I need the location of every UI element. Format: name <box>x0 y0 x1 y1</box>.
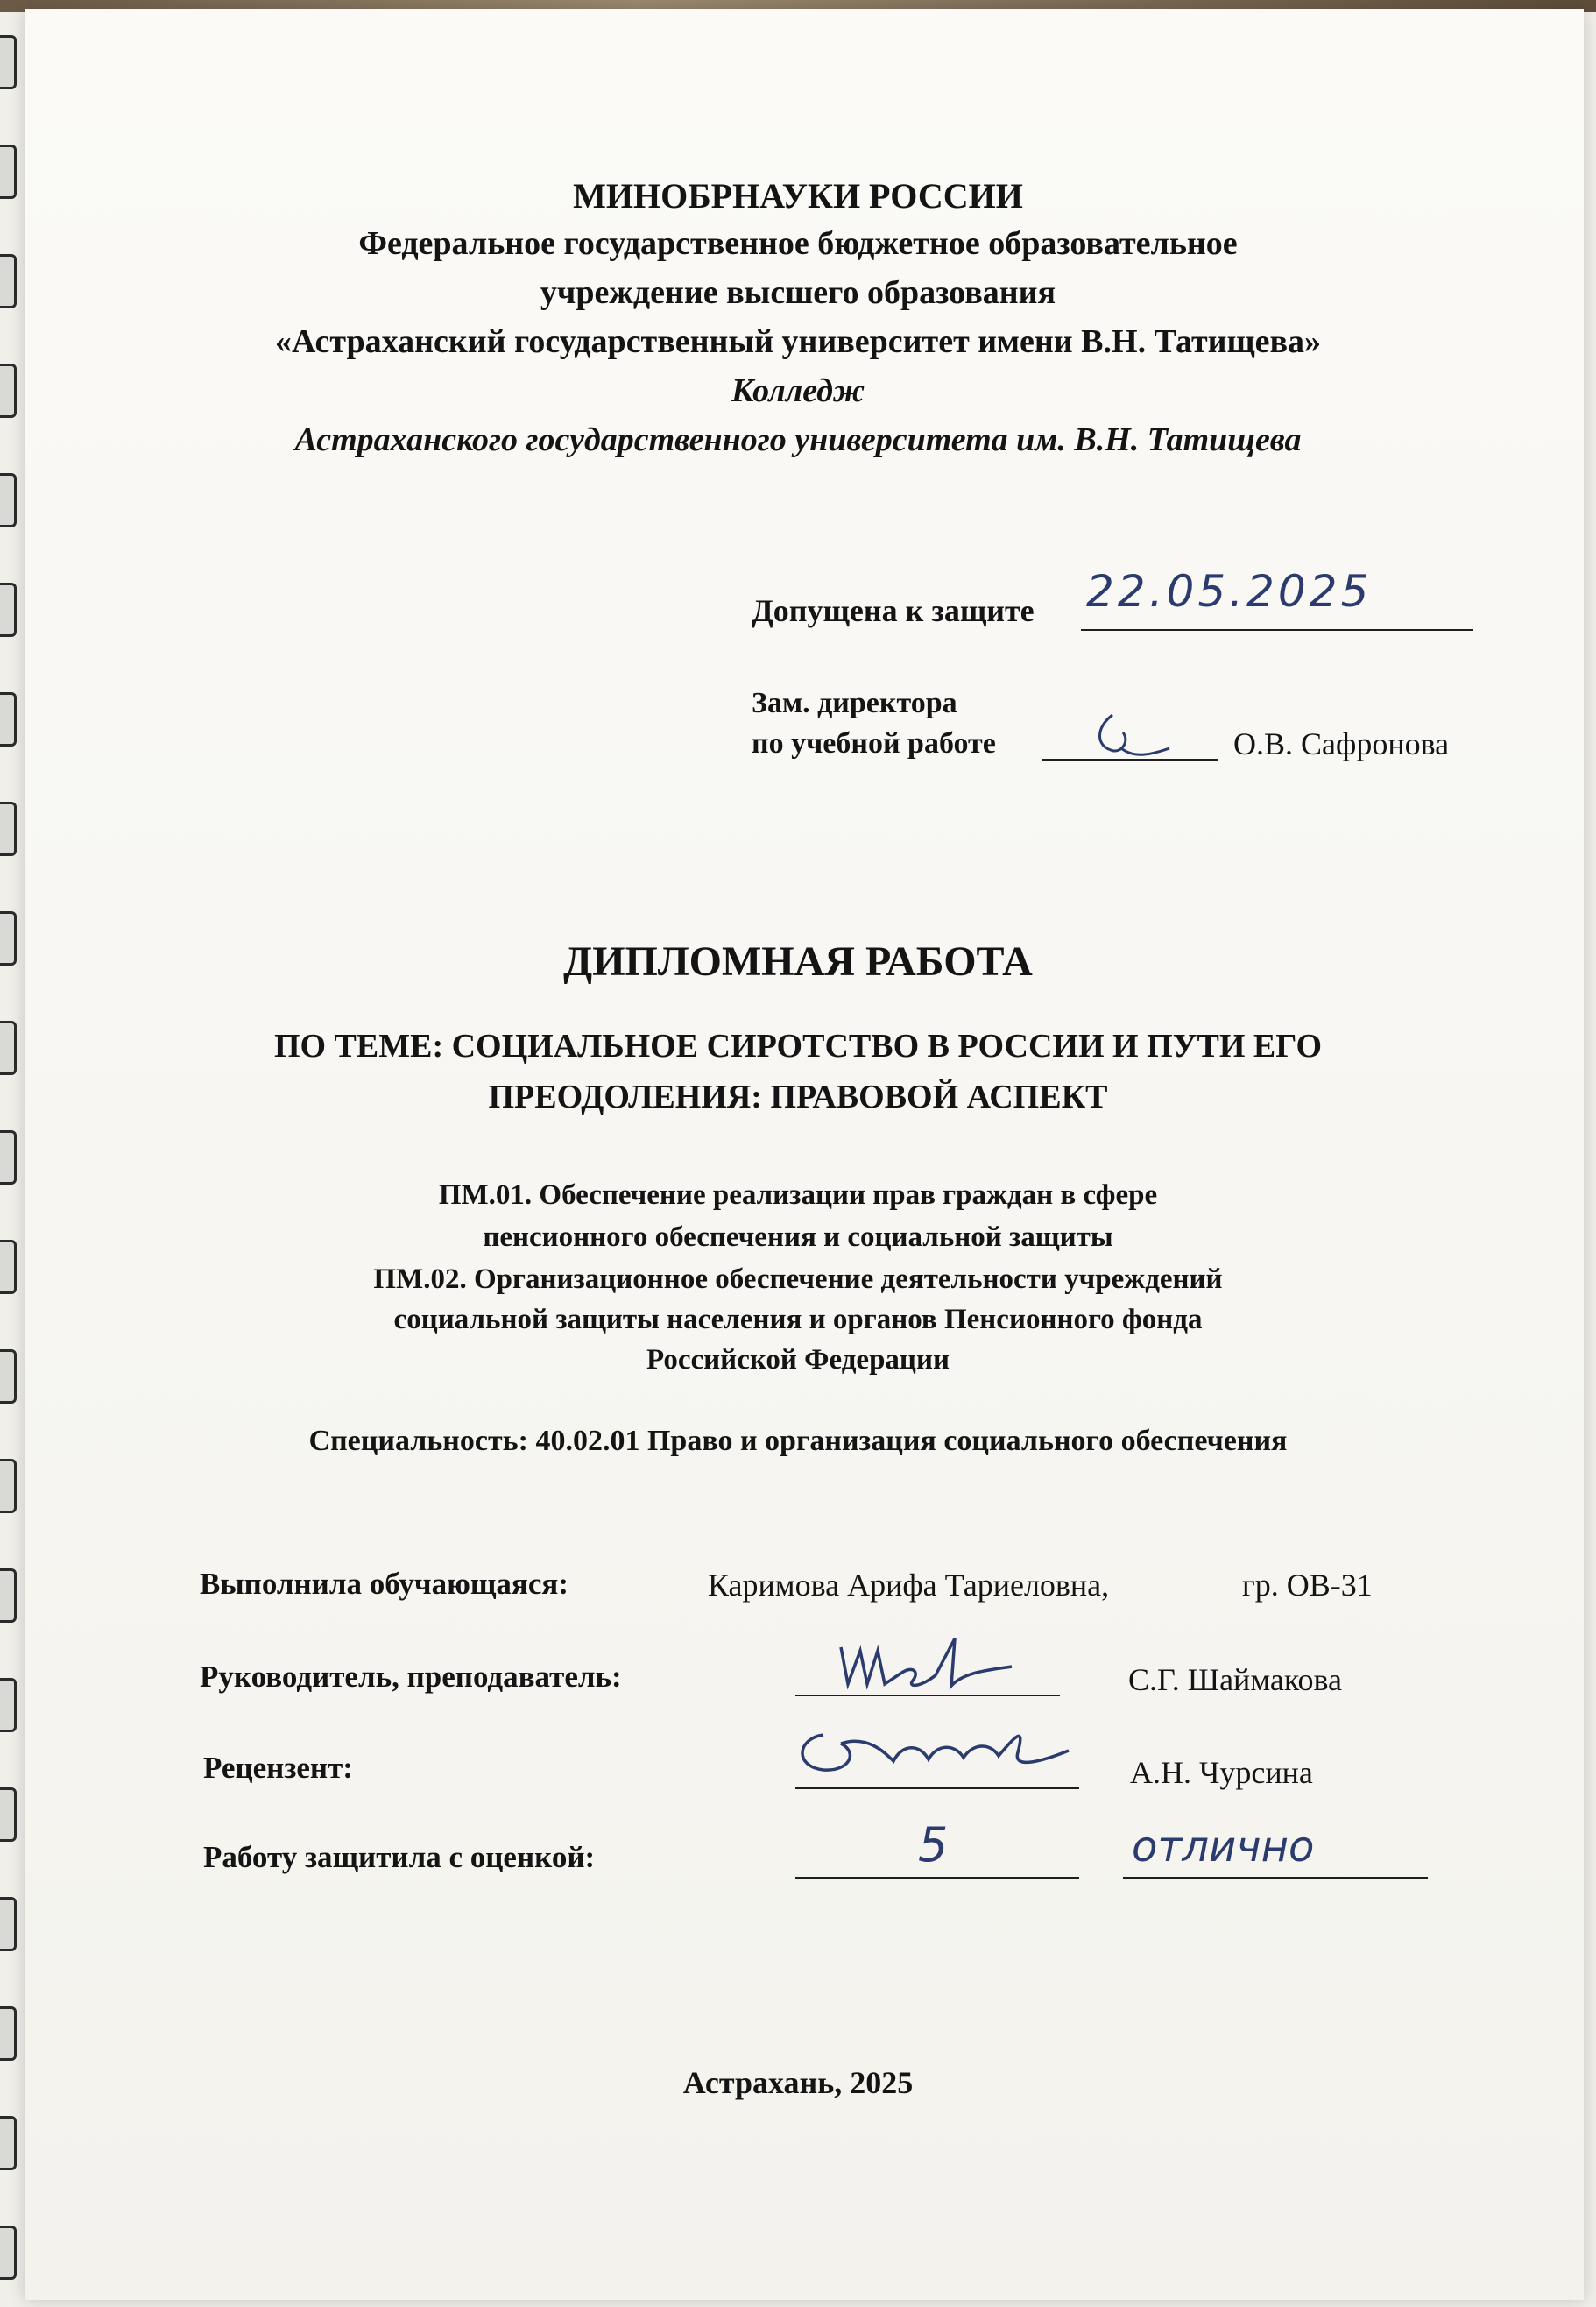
module-pm02-line-2: социальной защиты населения и органов Пенсионного фонда <box>393 1304 1203 1335</box>
binding-ring <box>0 473 17 527</box>
supervisor-signature <box>832 1630 1042 1700</box>
institution-line-2: учреждение высшего образования <box>540 274 1056 311</box>
supervisor-name: С.Г. Шаймакова <box>1128 1662 1343 1697</box>
institution-line-1: Федеральное государственное бюджетное образовательное <box>358 225 1238 262</box>
binding-ring <box>0 1568 17 1623</box>
student-label: Выполнила обучающаяся: <box>200 1567 568 1601</box>
ministry-heading: МИНОБРНАУКИ РОССИИ <box>573 176 1023 216</box>
college-label: Колледж <box>731 372 865 409</box>
binding-ring <box>0 35 17 89</box>
module-pm02-line-3: Российской Федерации <box>646 1344 950 1376</box>
binding-ring <box>0 2116 17 2170</box>
reviewer-label: Рецензент: <box>203 1751 353 1785</box>
binding-ring <box>0 583 17 637</box>
grade-value-handwritten: 5 <box>918 1817 949 1872</box>
supervisor-label: Руководитель, преподаватель: <box>200 1659 622 1694</box>
admitted-date-line <box>1081 629 1473 631</box>
binding-ring <box>0 1787 17 1842</box>
city-year: Астрахань, 2025 <box>682 2065 914 2100</box>
binding-ring <box>0 692 17 747</box>
binding-ring <box>0 1897 17 1951</box>
module-pm02-line-1: ПМ.02. Организационное обеспечение деятельности учреждений <box>373 1263 1223 1295</box>
topic-line-2: ПРЕОДОЛЕНИЯ: ПРАВОВОЙ АСПЕКТ <box>488 1079 1108 1115</box>
binding-ring <box>0 1459 17 1513</box>
deputy-director-title: Зам. директора <box>752 687 957 719</box>
work-type-title: ДИПЛОМНАЯ РАБОТА <box>563 938 1033 985</box>
binding-ring <box>0 802 17 856</box>
grade-word-handwritten: отлично <box>1132 1822 1315 1872</box>
binding-ring <box>0 1130 17 1185</box>
reviewer-signature <box>788 1717 1086 1787</box>
grade-word-line <box>1123 1877 1428 1879</box>
university-name: «Астраханский государственный университет имени В.Н. Татищева» <box>274 323 1322 360</box>
grade-line <box>795 1877 1079 1879</box>
deputy-name: О.В. Сафронова <box>1233 726 1450 761</box>
module-pm01-line-1: ПМ.01. Обеспечение реализации прав граждан в сфере <box>438 1179 1158 1211</box>
reviewer-name: А.Н. Чурсина <box>1130 1755 1313 1790</box>
reviewer-signature-line <box>795 1787 1079 1789</box>
admitted-date-handwritten: 22.05.2025 <box>1086 566 1373 617</box>
binding-ring <box>0 1678 17 1732</box>
deputy-director-role: по учебной работе <box>752 727 996 760</box>
student-group: гр. ОВ-31 <box>1242 1567 1373 1603</box>
student-name: Каримова Арифа Тариеловна, <box>708 1567 1110 1603</box>
module-pm01-line-2: пенсионного обеспечения и социальной защиты <box>483 1221 1113 1253</box>
deputy-signature <box>1086 706 1174 771</box>
binding-ring <box>0 2226 17 2280</box>
admitted-label: Допущена к защите <box>752 593 1035 628</box>
binding-ring <box>0 2006 17 2061</box>
specialty: Специальность: 40.02.01 Право и организация социального обеспечения <box>308 1425 1288 1457</box>
topic-line-1: ПО ТЕМЕ: СОЦИАЛЬНОЕ СИРОТСТВО В РОССИИ И ПУТИ ЕГО <box>273 1028 1323 1065</box>
grade-label: Работу защитила с оценкой: <box>203 1840 596 1874</box>
college-of-university: Астраханского государственного университета им. В.Н. Татищева <box>294 421 1302 458</box>
